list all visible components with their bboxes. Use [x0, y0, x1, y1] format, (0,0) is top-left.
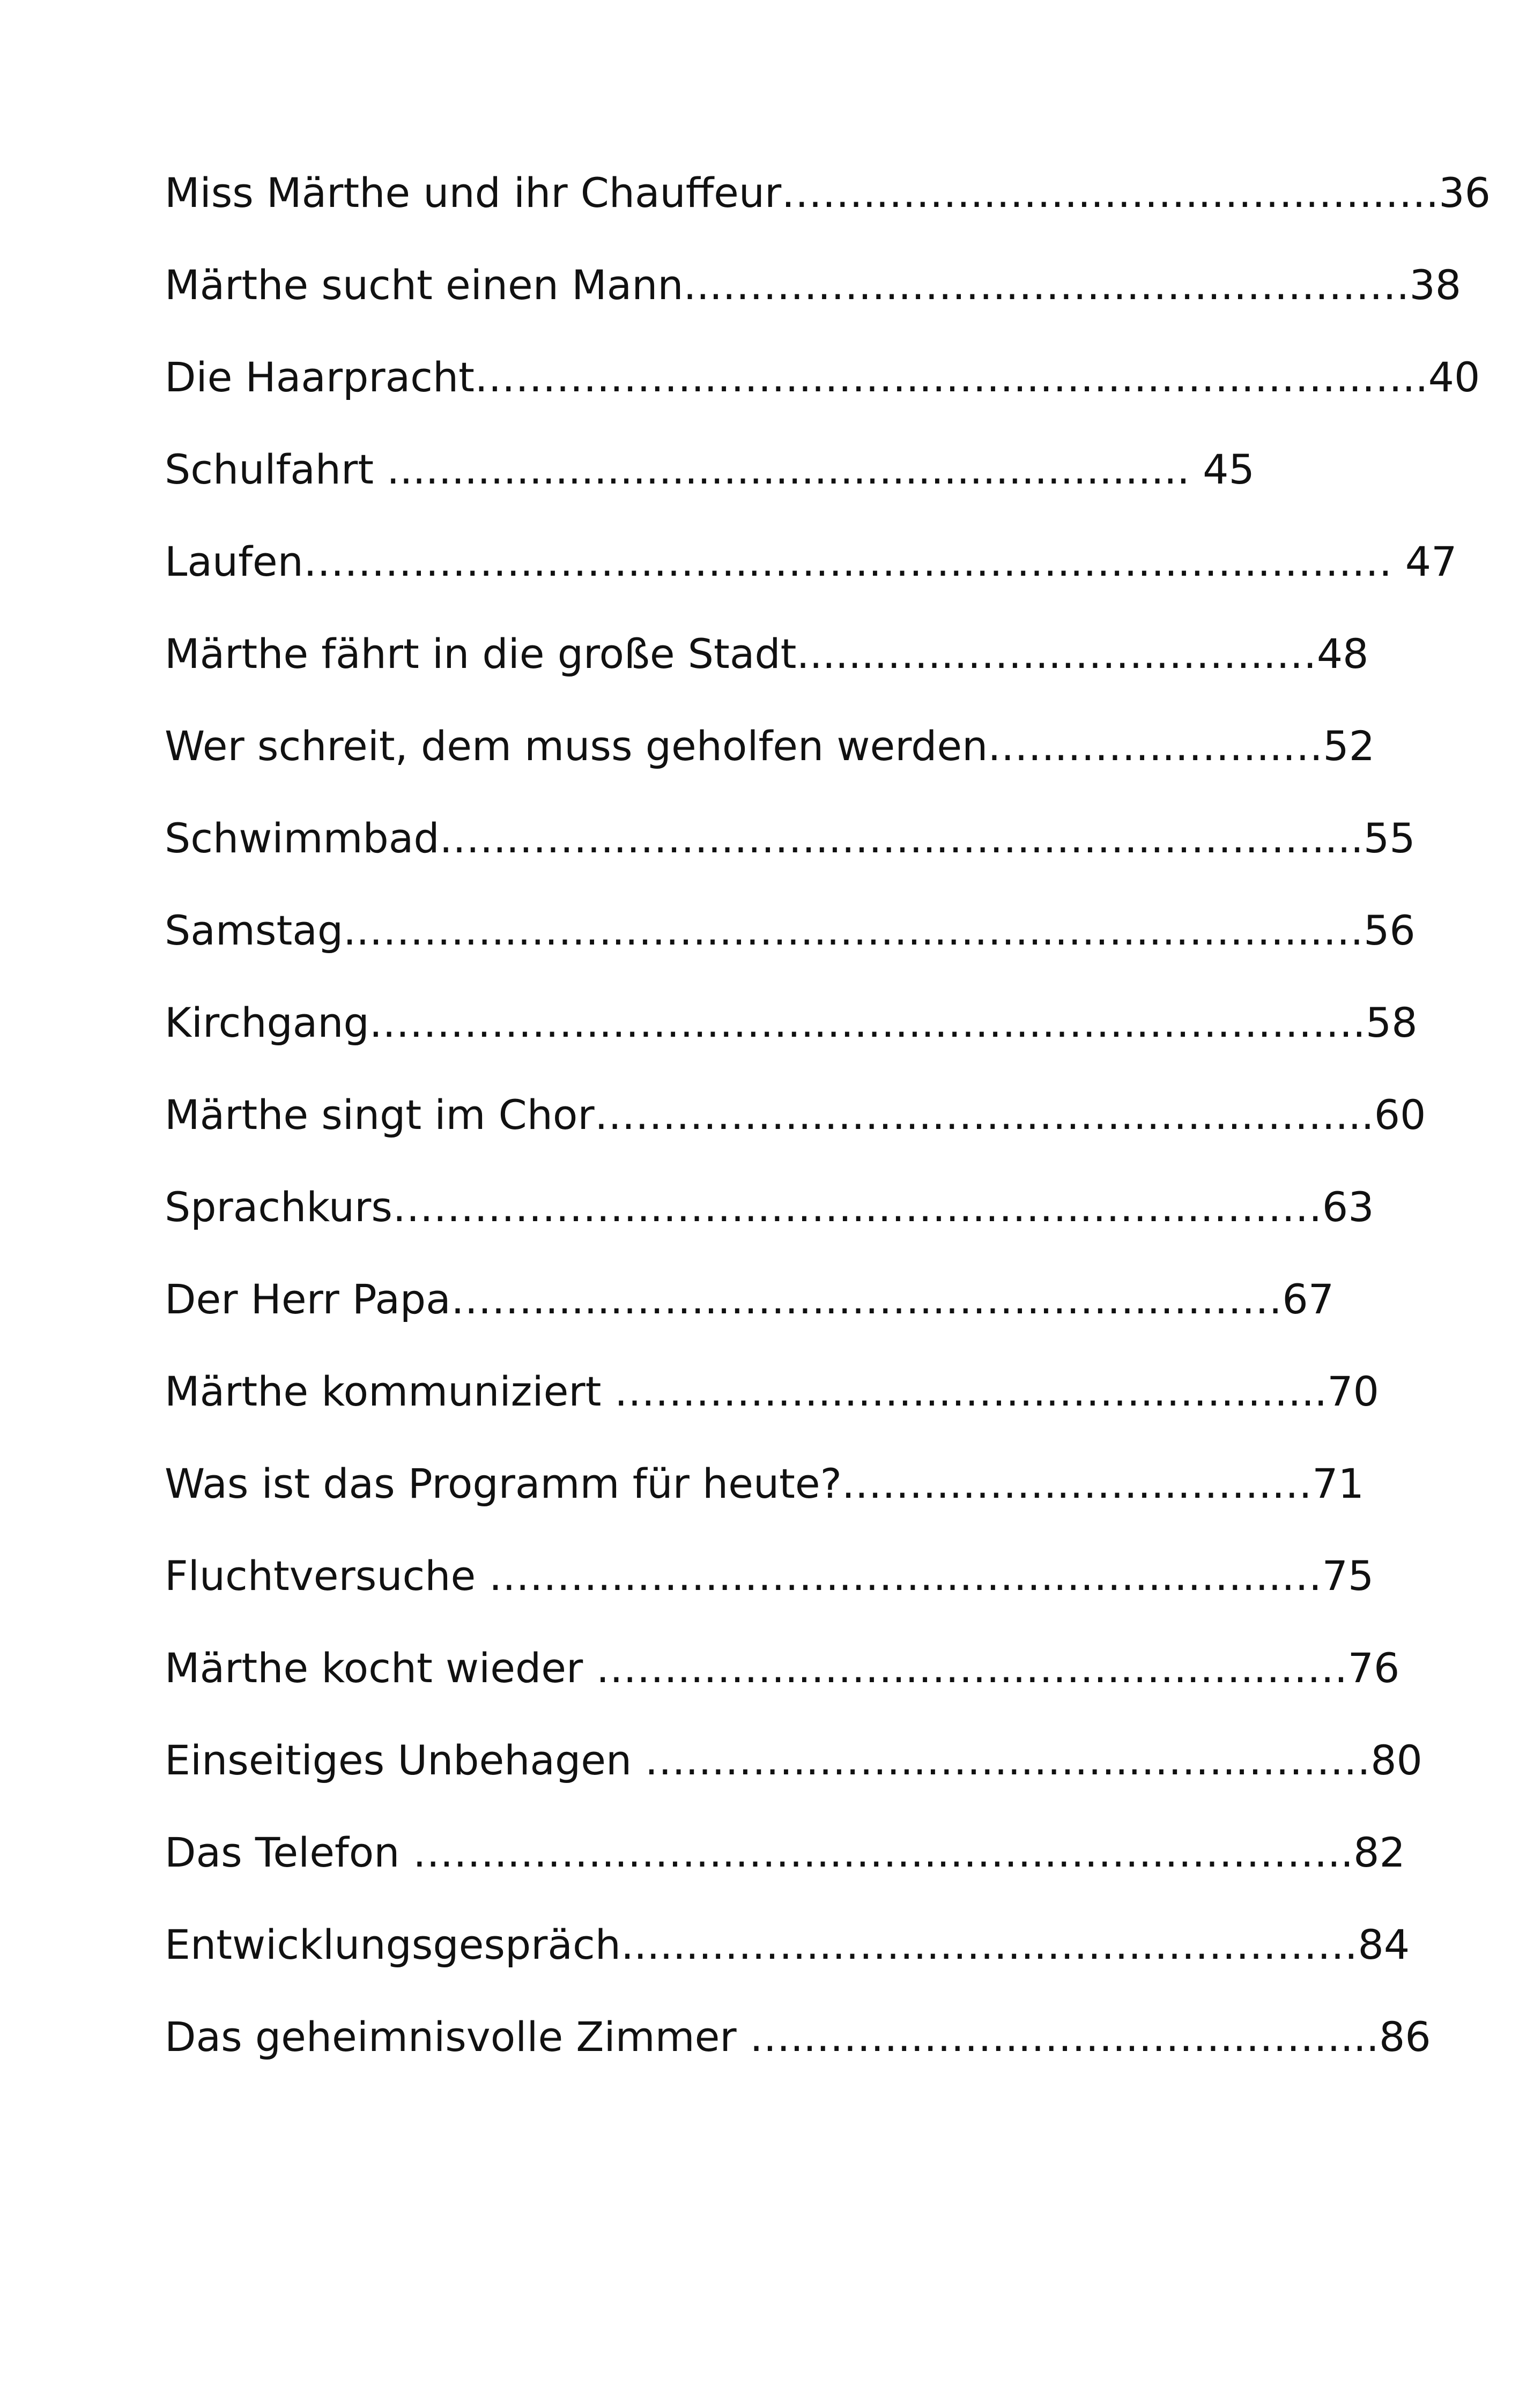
toc-entry: Wer schreit, dem muss geholfen werden.…..……..……..…52 — [165, 722, 1375, 770]
toc-entry: Das Telefon ……..……..……..……..……..……..……..…………..82 — [165, 1829, 1405, 1876]
toc-entry: Märthe kocht wieder ……..……..……..……..……..…..…..……76 — [165, 1644, 1400, 1692]
toc-entry: Märthe singt im Chor……………..……..……..……..……..……...60 — [165, 1091, 1426, 1139]
toc-entry: Das geheimnisvolle Zimmer …..……..……..……..……..……....86 — [165, 2013, 1431, 2061]
toc-entry: Schulfahrt .............................................................. 45 — [165, 445, 1255, 493]
toc-entry: Entwicklungsgespräch........……..……..……..……..……………84 — [165, 1921, 1410, 1968]
toc-entry: Kirchgang.……………..……..……..……..……..……..…………….58 — [165, 999, 1418, 1046]
toc-entry: Die Haarpracht……….……..……..……..……..……..……..……..…..40 — [165, 353, 1480, 401]
toc-entry: Was ist das Programm für heute?.……..……..……..…….…71 — [165, 1460, 1364, 1507]
toc-entry: Märthe kommuniziert ……………..……..……..……..…….…..70 — [165, 1367, 1380, 1415]
toc-entry: Samstag..………..……..……..……..……..……..……..………...…56 — [165, 906, 1416, 954]
toc-entry: Laufen……….……..……..……..……..……..……..……..…..…….… 47 — [165, 538, 1457, 585]
toc-entry: Märthe fährt in die große Stadt.......…..……..……..……..…48 — [165, 630, 1369, 678]
toc-entry: Märthe sucht einen Mann...…………..……..……..……..………….38 — [165, 261, 1462, 309]
toc-entry: Miss Märthe und ihr Chauffeur……..……..……..……..……..…..….36 — [165, 169, 1491, 217]
toc-entry: Einseitiges Unbehagen …..……..……..……..……..……..………80 — [165, 1736, 1422, 1784]
toc-entry: Schwimmbad.…..……..……..……..……..……..……..……..…....55 — [165, 814, 1416, 862]
toc-entry: Fluchtversuche ………..……..……..……..……..……..……..…75 — [165, 1552, 1374, 1600]
toc-entry: Der Herr Papa…….......……..……..……..……..……..………67 — [165, 1275, 1335, 1323]
toc-entry: Sprachkurs………………..……..……..……..……..……..………63 — [165, 1183, 1374, 1231]
